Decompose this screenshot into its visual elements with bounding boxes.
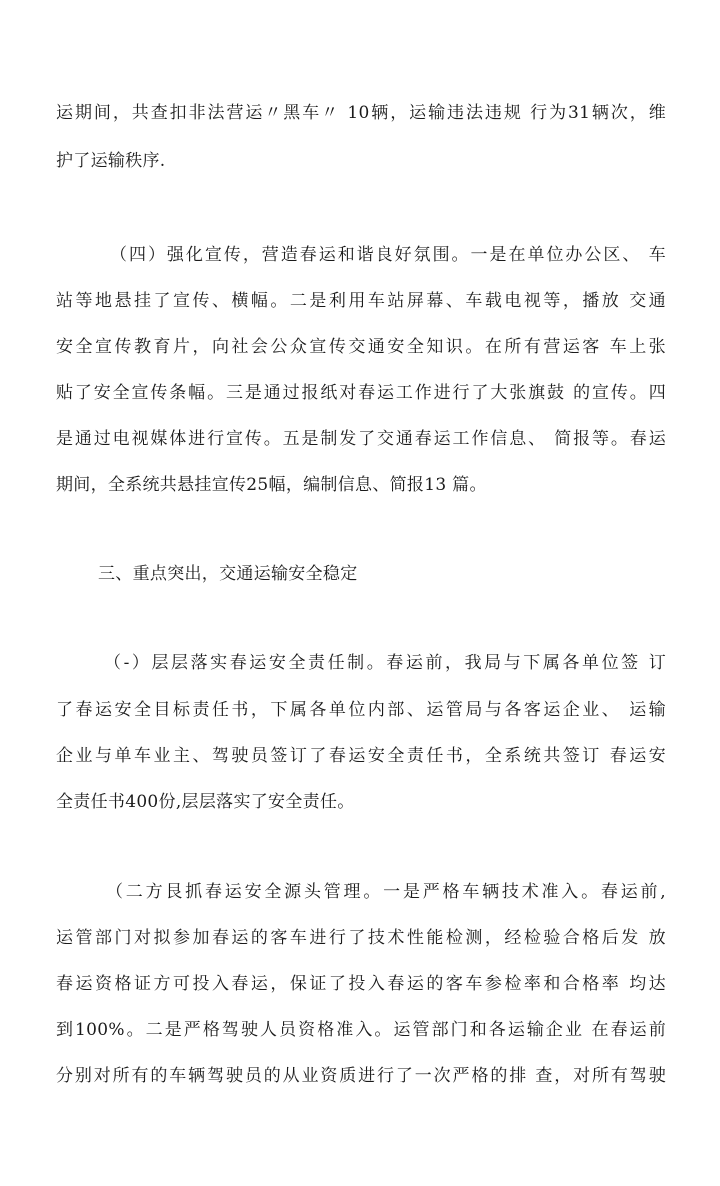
- paragraph-1-line-2: 了春运安全目标责任书，下属各单位内部、运管局与各客运企业、 运输: [56, 700, 666, 720]
- paragraph-4-line-4: 贴了安全宣传条幅。三是通过报纸对春运工作进行了大张旗鼓 的宣传。四: [56, 383, 666, 403]
- paragraph-4-line-5: 是通过电视媒体进行宣传。五是制发了交通春运工作信息、 简报等。春运: [56, 429, 666, 449]
- text-line-2: 护了运输秩序.: [56, 151, 166, 171]
- paragraph-2-line-5: 分别对所有的车辆驾驶员的从业资质进行了一次严格的排 查，对所有驾驶: [56, 1066, 666, 1086]
- text-line-1: 运期间，共查扣非法营运〃黑车〃 10辆，运输违法违规 行为31辆次，维: [56, 103, 666, 123]
- paragraph-4-line-3: 安全宣传教育片，向社会公众宣传交通安全知识。在所有营运客 车上张: [56, 337, 666, 357]
- paragraph-2-line-2: 运管部门对拟参加春运的客车进行了技术性能检测，经检验合格后发 放: [56, 928, 666, 948]
- paragraph-1-line-3: 企业与单车业主、驾驶员签订了春运安全责任书，全系统共签订 春运安: [56, 746, 666, 766]
- section-heading: 三、重点突出，交通运输安全稳定: [98, 564, 358, 584]
- paragraph-2-line-1: （二方艮抓春运安全源头管理。一是严格车辆技术准入。春运前,: [106, 882, 666, 902]
- paragraph-1-line-1: （-）层层落实春运安全责任制。春运前，我局与下属各单位签 订: [104, 653, 666, 673]
- paragraph-1-line-4: 全责任书400份,层层落实了安全责任。: [56, 792, 355, 812]
- paragraph-4-line-6: 期间，全系统共悬挂宣传25幅，编制信息、简报13 篇。: [56, 475, 487, 495]
- paragraph-2-line-3: 春运资格证方可投入春运，保证了投入春运的客车参检率和合格率 均达: [56, 974, 666, 994]
- paragraph-2-line-4: 到100%。二是严格驾驶人员资格准入。运管部门和各运输企业 在春运前: [56, 1020, 666, 1040]
- paragraph-4-line-1: （四）强化宣传，营造春运和谐良好氛围。一是在单位办公区、 车: [110, 245, 666, 265]
- paragraph-4-line-2: 站等地悬挂了宣传、横幅。二是利用车站屏幕、车载电视等，播放 交通: [56, 291, 666, 311]
